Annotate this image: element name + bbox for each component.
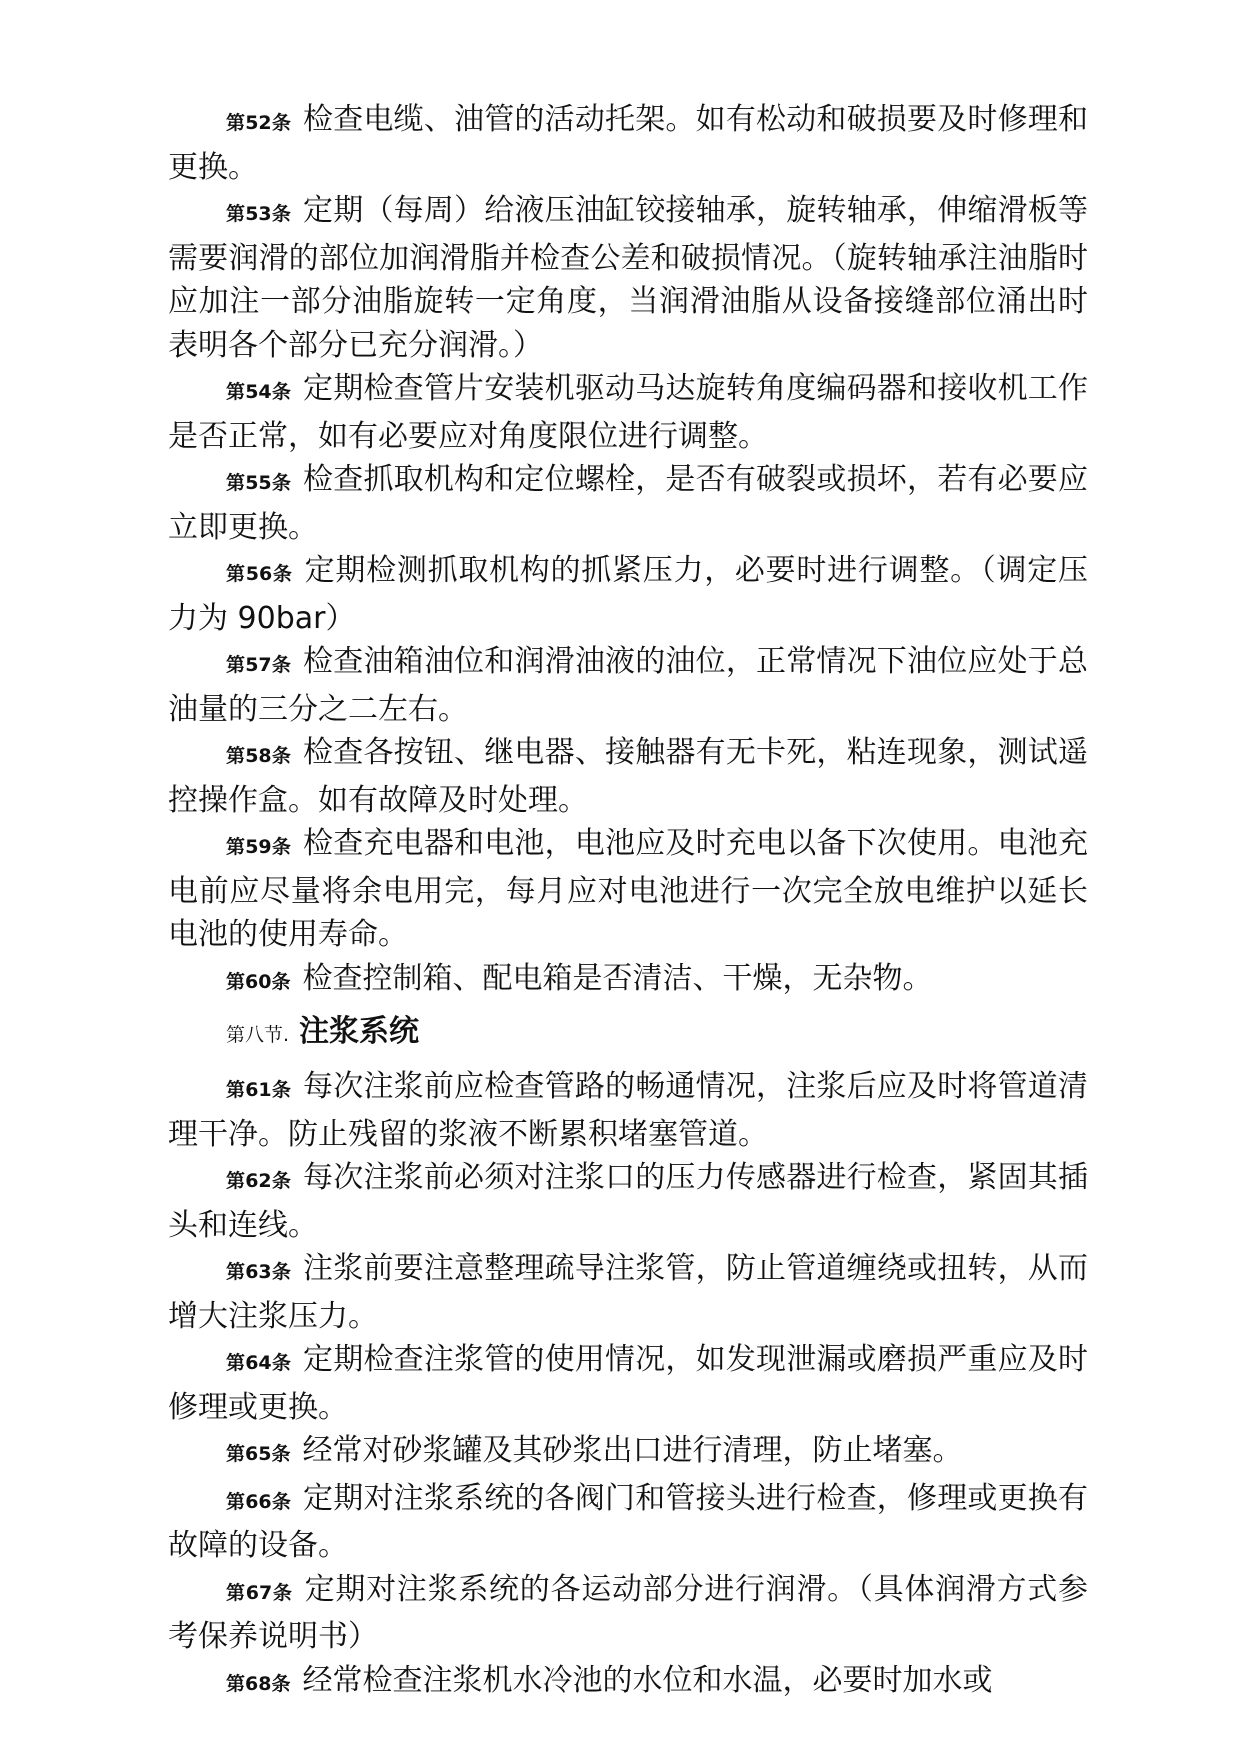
article-58 — [168, 731, 1088, 822]
article-62 — [168, 1156, 1088, 1247]
article-number: 第65条 — [226, 1443, 291, 1465]
article-number: 第52条 — [226, 112, 292, 134]
article-number: 第54条 — [226, 381, 292, 403]
article-text: 检查抓取机构和定位螺栓，是否有破裂或损坏，若有必要应立即更换。 — [168, 462, 1088, 545]
section-number: 第八节. — [226, 1024, 290, 1046]
articles-before — [168, 98, 1088, 1004]
article-text: 检查油箱油位和润滑油液的油位，正常情况下油位应处于总油量的三分之二左右。 — [168, 644, 1088, 727]
article-text: 每次注浆前应检查管路的畅通情况，注浆后应及时将管道清理干净。防止残留的浆液不断累积堵塞管道。 — [168, 1069, 1088, 1152]
article-64 — [168, 1338, 1088, 1429]
article-text: 注浆前要注意整理疏导注浆管，防止管道缠绕或扭转，从而增大注浆压力。 — [168, 1251, 1088, 1334]
article-52 — [168, 98, 1088, 189]
article-56 — [168, 549, 1088, 640]
article-53 — [168, 189, 1088, 367]
article-number: 第63条 — [226, 1261, 292, 1283]
article-number: 第67条 — [226, 1581, 293, 1604]
article-60 — [168, 957, 1088, 1005]
article-text: 每次注浆前必须对注浆口的压力传感器进行检查，紧固其插头和连线。 — [168, 1160, 1088, 1243]
article-text: 定期对注浆系统的各运动部分进行润滑。（具体润滑方式参考保养说明书） — [168, 1571, 1089, 1654]
article-text: 检查充电器和电池，电池应及时充电以备下次使用。电池充电前应尽量将余电用完，每月应对电池进行一次完全放电维护以延长电池的使用寿命。 — [168, 826, 1088, 952]
article-text: 定期对注浆系统的各阀门和管接头进行检查，修理或更换有故障的设备。 — [168, 1480, 1088, 1563]
article-55 — [168, 458, 1088, 549]
article-text: 经常检查注浆机水冷池的水位和水温，必要时加水或 — [302, 1662, 993, 1698]
article-number: 第55条 — [226, 472, 292, 494]
article-57 — [168, 640, 1088, 731]
article-number: 第59条 — [226, 836, 292, 858]
article-text: 定期（每周）给液压油缸铰接轴承，旋转轴承，伸缩滑板等需要润滑的部位加润滑脂并检查公差和破损情况。（旋转轴承注油脂时应加注一部分油脂旋转一定角度，当润滑油脂从设备接缝部位涌出时表明各个部分已充分润滑。） — [168, 193, 1088, 363]
article-text: 经常对砂浆罐及其砂浆出口进行清理，防止堵塞。 — [302, 1433, 963, 1468]
article-61 — [168, 1065, 1088, 1156]
article-text: 定期检测抓取机构的抓紧压力，必要时进行调整。（调定压力为 90bar） — [168, 553, 1089, 636]
article-number: 第57条 — [226, 654, 292, 676]
article-59 — [168, 822, 1088, 957]
article-text: 检查电缆、油管的活动托架。如有松动和破损要及时修理和更换。 — [168, 102, 1088, 185]
article-text: 定期检查管片安装机驱动马达旋转角度编码器和接收机工作是否正常，如有必要应对角度限位进行调整。 — [168, 371, 1088, 454]
article-number: 第60条 — [226, 970, 291, 993]
article-number: 第68条 — [226, 1672, 291, 1695]
article-65 — [168, 1429, 1088, 1477]
document-page — [168, 98, 1088, 1706]
articles-after — [168, 1065, 1088, 1706]
article-68 — [168, 1659, 1088, 1707]
article-number: 第62条 — [226, 1170, 292, 1192]
article-63 — [168, 1247, 1088, 1338]
article-number: 第61条 — [226, 1079, 292, 1101]
article-number: 第58条 — [226, 745, 292, 767]
article-66 — [168, 1477, 1088, 1568]
article-number: 第56条 — [226, 563, 293, 585]
article-text: 定期检查注浆管的使用情况，如发现泄漏或磨损严重应及时修理或更换。 — [168, 1342, 1088, 1425]
section-heading — [168, 1008, 1088, 1059]
article-number: 第64条 — [226, 1352, 292, 1374]
article-number: 第53条 — [226, 203, 292, 225]
article-text: 检查各按钮、继电器、接触器有无卡死，粘连现象，测试遥控操作盒。如有故障及时处理。 — [168, 735, 1088, 818]
article-54 — [168, 367, 1088, 458]
section-title: 注浆系统 — [299, 1014, 420, 1049]
article-number: 第66条 — [226, 1490, 292, 1513]
article-text: 检查控制箱、配电箱是否清洁、干燥，无杂物。 — [302, 960, 933, 996]
article-67 — [168, 1568, 1088, 1659]
